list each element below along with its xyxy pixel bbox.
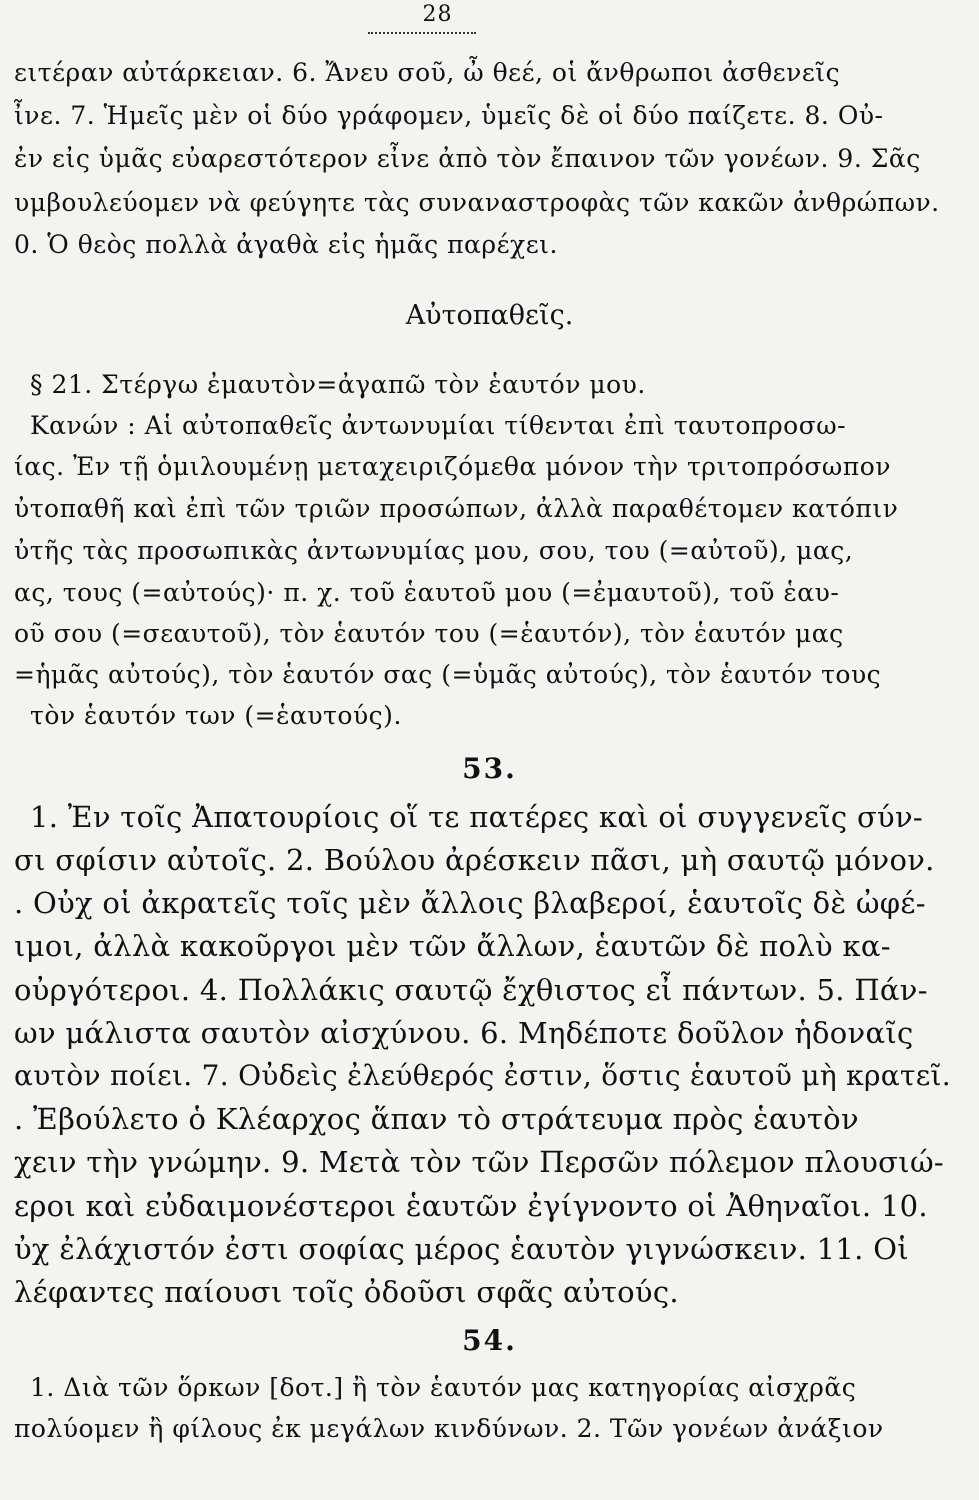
rule-line: ὐτοπαθῆ καὶ ἐπὶ τῶν τριῶν προσώπων, ἀλλὰ παραθέτομεν κατόπιν [14, 494, 899, 523]
exercise-line: πολύομεν ἢ φίλους ἐκ μεγάλων κινδύνων. 2. Τῶν γονέων ἀνάξιον [14, 1414, 884, 1443]
exercise-number: 53. [462, 752, 517, 785]
exercise-line: ων μάλιστα σαυτὸν αἰσχύνου. 6. Μηδέποτε δοῦλον ἡδοναῖς [14, 1016, 914, 1050]
text-line: υμβουλεύομεν νὰ φεύγητε τὰς συναναστροφὰς τῶν κακῶν ἀνθρώπων. [14, 188, 940, 217]
rule-line: ίας. Ἐν τῇ ὁμιλουμένῃ μεταχειριζόμεθα μόνον τὴν τριτοπρόσωπον [14, 452, 891, 481]
exercise-line: αυτὸν ποίει. 7. Οὐδεὶς ἐλεύθερός ἐστιν, ὅστις ἑαυτοῦ μὴ κρατεῖ. [14, 1059, 951, 1092]
rule-line: =ἡμᾶς αὐτούς), τὸν ἑαυτόν σας (=ὑμᾶς αὐτούς), τὸν ἑαυτόν τους [14, 660, 882, 689]
section-heading: Αὐτοπαθεῖς. [405, 300, 574, 331]
page-number: 28 [422, 2, 453, 27]
exercise-line: . Ἐβούλετο ὁ Κλέαρχος ἅπαν τὸ στράτευμα πρὸς ἑαυτὸν [14, 1102, 859, 1136]
exercise-line: ὐχ ἐλάχιστόν ἐστι σοφίας μέρος ἑαυτὸν γιγνώσκειν. 11. Οἱ [14, 1232, 909, 1266]
text-line: ἶνε. 7. Ἡμεῖς μὲν οἱ δύο γράφομεν, ὑμεῖς δὲ οἱ δύο παίζετε. 8. Οὐ- [14, 101, 884, 130]
exercise-line: . Οὐχ οἱ ἀκρατεῖς τοῖς μὲν ἄλλοις βλαβεροί, ἑαυτοῖς δὲ ὠφέ- [14, 886, 926, 920]
exercise-line: λέφαντες παίουσι τοῖς ὀδοῦσι σφᾶς αὐτούς. [14, 1275, 679, 1309]
text-line: ἐν εἰς ὑμᾶς εὐαρεστότερον εἶνε ἀπὸ τὸν ἔπαινον τῶν γονέων. 9. Σᾶς [14, 144, 921, 173]
exercise-line: ιμοι, ἀλλὰ κακοῦργοι μὲν τῶν ἄλλων, ἑαυτῶν δὲ πολὺ κα- [14, 929, 891, 963]
text-line: ειτέραν αὐτάρκειαν. 6. Ἄνευ σοῦ, ὦ θεέ, οἱ ἄνθρωποι ἀσθενεῖς [14, 58, 841, 87]
exercise-number: 54. [462, 1324, 517, 1357]
exercise-line: εροι καὶ εὐδαιμονέστεροι ἑαυτῶν ἐγίγνοντο οἱ Ἀθηναῖοι. 10. [14, 1189, 928, 1223]
rule-line: ας, τους (=αὐτούς)· π. χ. τοῦ ἑαυτοῦ μου (=ἐμαυτοῦ), τοῦ ἑαυ- [14, 578, 840, 607]
rule-line: § 21. Στέργω ἐμαυτὸν=ἀγαπῶ τὸν ἑαυτόν μου. [30, 370, 646, 399]
exercise-line: σι σφίσιν αὐτοῖς. 2. Βούλου ἀρέσκειν πᾶσι, μὴ σαυτῷ μόνον. [14, 843, 935, 877]
rule-line: τὸν ἑαυτόν των (=ἑαυτούς). [30, 701, 402, 730]
exercise-line: χειν τὴν γνώμην. 9. Μετὰ τὸν τῶν Περσῶν πόλεμον πλουσιώ- [14, 1145, 944, 1179]
text-line: 0. Ὁ θεὸς πολλὰ ἀγαθὰ εἰς ἡμᾶς παρέχει. [14, 230, 558, 259]
rule-line: Κανών : Αἱ αὐτοπαθεῖς ἀντωνυμίαι τίθενται ἐπὶ ταυτοπροσω- [30, 411, 847, 440]
exercise-line: 1. Ἐν τοῖς Ἀπατουρίοις οἵ τε πατέρες καὶ οἱ συγγενεῖς σύν- [30, 800, 924, 834]
exercise-line: οὐργότεροι. 4. Πολλάκις σαυτῷ ἔχθιστος εἶ πάντων. 5. Πάν- [14, 973, 928, 1007]
rule-line: οῦ σου (=σεαυτοῦ), τὸν ἑαυτόν του (=ἑαυτόν), τὸν ἑαυτόν μας [14, 619, 844, 648]
exercise-line: 1. Διὰ τῶν ὅρκων [δοτ.] ἢ τὸν ἑαυτόν μας κατηγορίας αἰσχρᾶς [30, 1373, 857, 1402]
page-number-rule [368, 32, 476, 34]
rule-line: ὐτῆς τὰς προσωπικὰς ἀντωνυμίας μου, σου, του (=αὐτοῦ), μας, [14, 536, 854, 565]
